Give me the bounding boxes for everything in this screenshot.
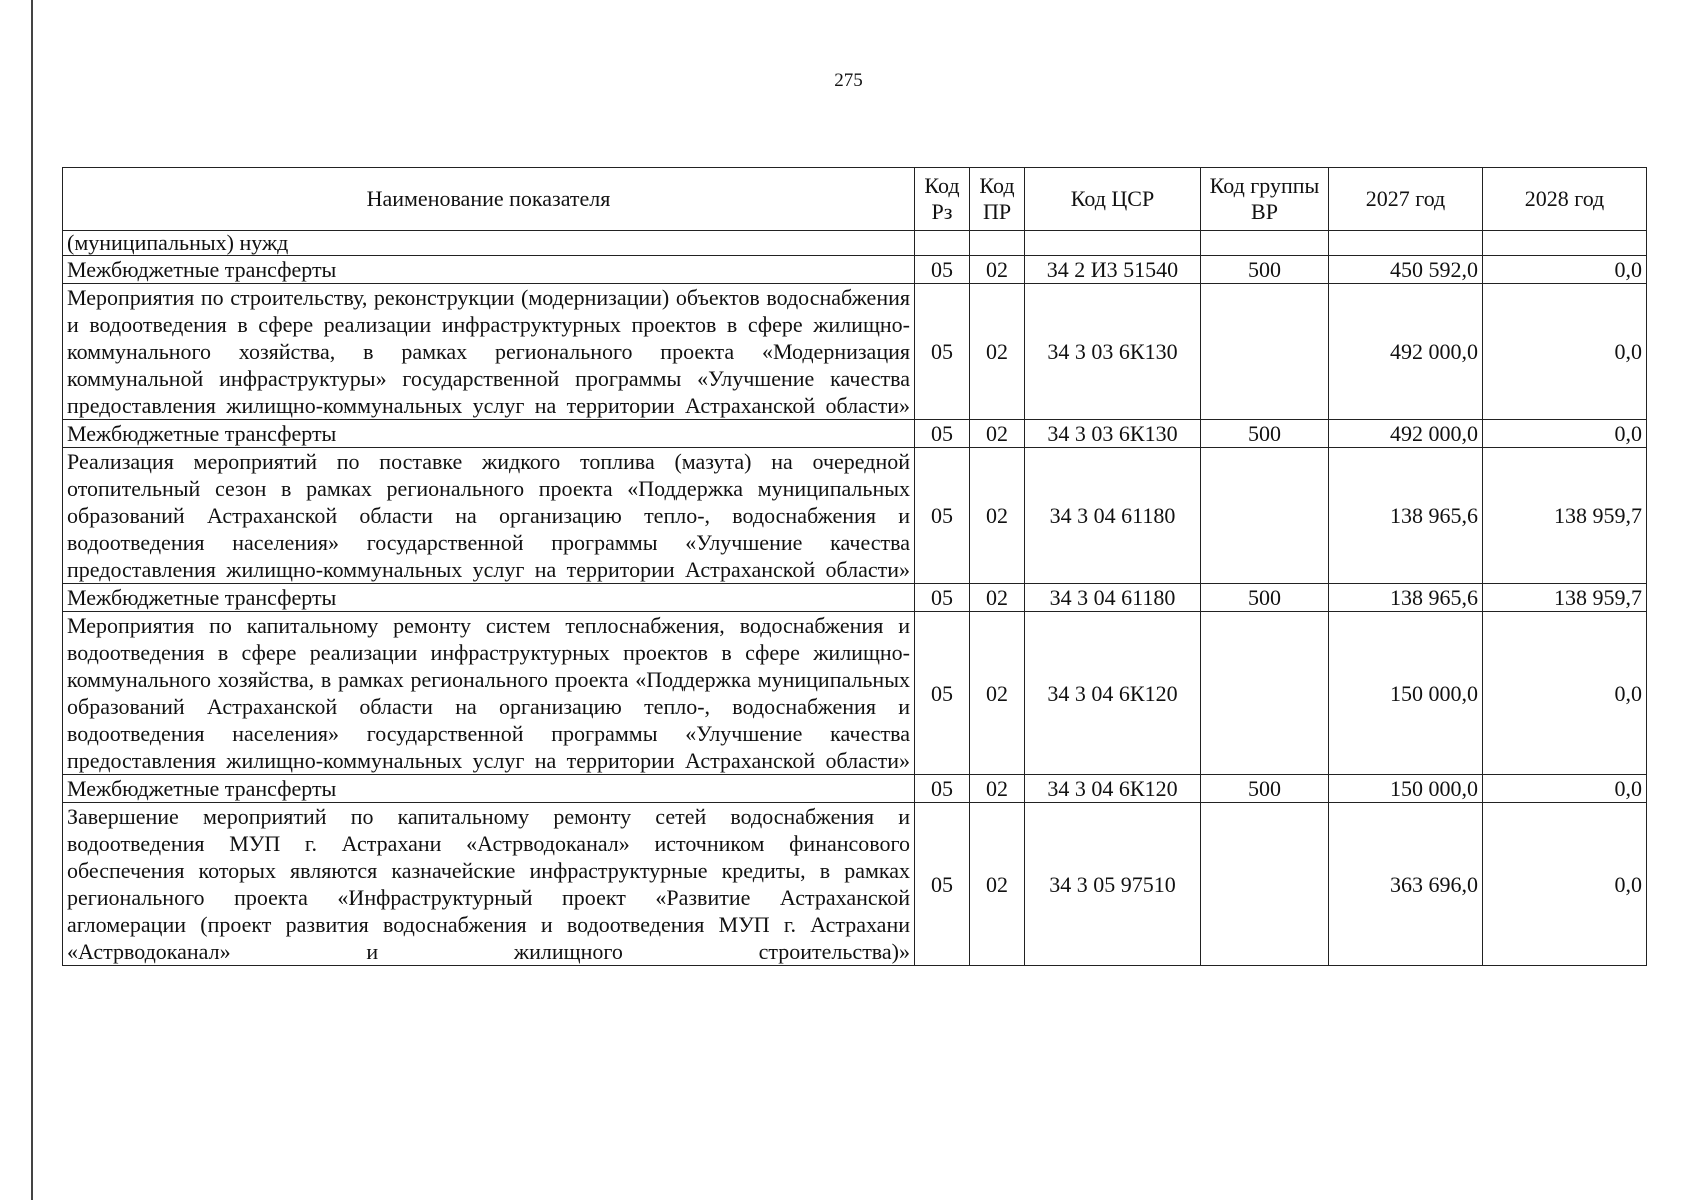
row-csr: 34 3 05 97510 [1025,803,1201,966]
row-pr: 02 [970,612,1025,775]
row-rz: 05 [915,448,970,584]
row-name: (муниципальных) нужд [63,231,915,256]
table-row [63,803,1647,966]
header-pr: Код ПР [970,168,1025,231]
row-2027: 150 000,0 [1329,775,1483,803]
header-name: Наименование показателя [63,168,915,231]
row-vr: 500 [1201,420,1329,448]
page-number: 275 [834,70,863,91]
row-rz: 05 [915,584,970,612]
table-row [63,231,1647,256]
row-rz [915,231,970,256]
row-2027: 363 696,0 [1329,803,1483,966]
row-csr: 34 3 03 6К130 [1025,420,1201,448]
budget-table [62,167,1647,966]
row-csr: 34 2 И3 51540 [1025,256,1201,284]
row-vr: 500 [1201,584,1329,612]
row-pr: 02 [970,803,1025,966]
row-rz: 05 [915,420,970,448]
row-pr: 02 [970,284,1025,420]
row-pr [970,231,1025,256]
table-row [63,775,1647,803]
row-pr: 02 [970,584,1025,612]
row-2028: 0,0 [1483,775,1647,803]
table-row [63,420,1647,448]
table-row [63,284,1647,420]
row-2027: 138 965,6 [1329,584,1483,612]
row-name: Межбюджетные трансферты [63,584,915,612]
header-vr: Код группы ВР [1201,168,1329,231]
row-vr: 500 [1201,775,1329,803]
table-header-row [63,168,1647,231]
row-rz: 05 [915,284,970,420]
row-2027: 492 000,0 [1329,420,1483,448]
row-2028: 0,0 [1483,256,1647,284]
row-rz: 05 [915,775,970,803]
row-vr [1201,612,1329,775]
row-csr: 34 3 04 61180 [1025,448,1201,584]
row-csr: 34 3 03 6К130 [1025,284,1201,420]
row-rz: 05 [915,256,970,284]
header-rz: Код Рз [915,168,970,231]
row-pr: 02 [970,420,1025,448]
row-2027: 450 592,0 [1329,256,1483,284]
left-margin-line [31,0,33,1200]
table-row [63,448,1647,584]
row-pr: 02 [970,775,1025,803]
row-2027 [1329,231,1483,256]
row-2028: 0,0 [1483,284,1647,420]
row-vr [1201,231,1329,256]
row-csr: 34 3 04 6К120 [1025,612,1201,775]
row-name: Межбюджетные трансферты [63,775,915,803]
row-csr: 34 3 04 61180 [1025,584,1201,612]
row-name: Реализация мероприятий по поставке жидкого топлива (мазута) на очередной отопительный сезон в рамках регионального проекта «Поддержка муниципальных образований Астраханской области на организацию тепло-, водоснабжения и водоотведения населения» государственной программы «Улучшение качества предоставления жилищно-коммунальных услуг на территории Астраханской области» [63,448,915,584]
row-name: Мероприятия по строительству, реконструкции (модернизации) объектов водоснабжения и водоотведения в сфере реализации инфраструктурных проектов в сфере жилищно-коммунального хозяйства, в рамках регионального проекта «Модернизация коммунальной инфраструктуры» государственной программы «Улучшение качества предоставления жилищно-коммунальных услуг на территории Астраханской области» [63,284,915,420]
row-csr [1025,231,1201,256]
table-row [63,256,1647,284]
row-vr [1201,448,1329,584]
header-2027: 2027 год [1329,168,1483,231]
row-vr [1201,284,1329,420]
row-2028: 0,0 [1483,803,1647,966]
row-2027: 150 000,0 [1329,612,1483,775]
row-2028 [1483,231,1647,256]
row-csr: 34 3 04 6К120 [1025,775,1201,803]
row-rz: 05 [915,612,970,775]
row-name: Завершение мероприятий по капитальному ремонту сетей водоснабжения и водоотведения МУП г. Астрахани «Астрводоканал» источником финансового обеспечения которых являются казначейские инфраструктурные кредиты, в рамках регионального проекта «Инфраструктурный проект «Развитие Астраханской агломерации (проект развития водоснабжения и водоотведения МУП г. Астрахани «Астрводоканал» и жилищного строительства)» [63,803,915,966]
row-2027: 492 000,0 [1329,284,1483,420]
row-2028: 138 959,7 [1483,584,1647,612]
row-name: Межбюджетные трансферты [63,256,915,284]
row-vr: 500 [1201,256,1329,284]
header-csr: Код ЦСР [1025,168,1201,231]
row-vr [1201,803,1329,966]
table-row [63,612,1647,775]
row-2028: 0,0 [1483,420,1647,448]
row-2028: 138 959,7 [1483,448,1647,584]
row-2028: 0,0 [1483,612,1647,775]
row-pr: 02 [970,448,1025,584]
row-2027: 138 965,6 [1329,448,1483,584]
row-rz: 05 [915,803,970,966]
row-name: Межбюджетные трансферты [63,420,915,448]
row-pr: 02 [970,256,1025,284]
header-2028: 2028 год [1483,168,1647,231]
table-row [63,584,1647,612]
row-name: Мероприятия по капитальному ремонту систем теплоснабжения, водоснабжения и водоотведения в сфере реализации инфраструктурных проектов в сфере жилищно-коммунального хозяйства, в рамках регионального проекта «Поддержка муниципальных образований Астраханской области на организацию тепло-, водоснабжения и водоотведения населения» государственной программы «Улучшение качества предоставления жилищно-коммунальных услуг на территории Астраханской области» [63,612,915,775]
